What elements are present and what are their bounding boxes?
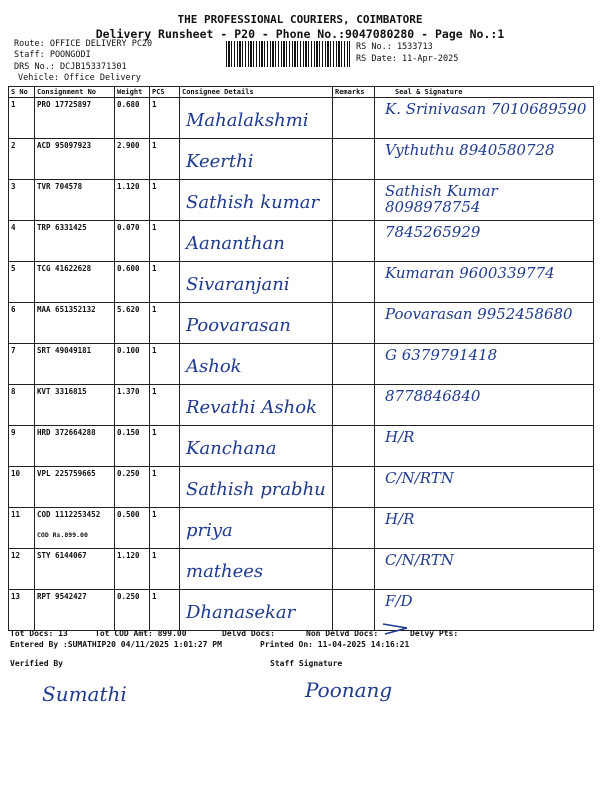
consignee-cell bbox=[180, 590, 333, 631]
seal-signature-cell bbox=[375, 180, 594, 221]
table-row bbox=[9, 467, 594, 508]
consignment-number-text: TCG 41622628 bbox=[37, 264, 92, 273]
non-delivered-docs: Non Delvd Docs: bbox=[306, 629, 379, 638]
pieces-count: 1 bbox=[150, 385, 180, 426]
consignee-cell bbox=[180, 508, 333, 549]
weight-value: 0.250 bbox=[115, 467, 150, 508]
seal-signature-text: Vythuthu 8940580728 bbox=[385, 141, 555, 159]
consignee-name: Mahalakshmi bbox=[186, 110, 309, 131]
remarks-cell bbox=[333, 549, 375, 590]
checkmark-scribble-icon bbox=[381, 622, 411, 636]
company-title: THE PROFESSIONAL COURIERS, COIMBATORE bbox=[177, 13, 423, 26]
seal-signature-cell bbox=[375, 98, 594, 139]
seal-signature-text: F/D bbox=[385, 592, 413, 610]
serial-number: 2 bbox=[9, 139, 35, 180]
seal-signature-text: K. Srinivasan 7010689590 bbox=[385, 100, 587, 118]
consignee-name: Revathi Ashok bbox=[186, 397, 317, 418]
consignment-number bbox=[35, 180, 115, 221]
consignee-cell bbox=[180, 262, 333, 303]
remarks-cell bbox=[333, 221, 375, 262]
serial-number: 3 bbox=[9, 180, 35, 221]
table-row bbox=[9, 98, 594, 139]
delivered-docs: Delvd Docs: bbox=[222, 629, 275, 638]
consignment-number bbox=[35, 426, 115, 467]
consignee-cell bbox=[180, 180, 333, 221]
seal-signature-text: H/R bbox=[385, 428, 415, 446]
barcode-image bbox=[226, 41, 350, 67]
consignee-cell bbox=[180, 385, 333, 426]
serial-number: 8 bbox=[9, 385, 35, 426]
consignee-name: Ashok bbox=[186, 356, 242, 377]
seal-signature-cell bbox=[375, 385, 594, 426]
consignee-cell bbox=[180, 303, 333, 344]
consignment-number bbox=[35, 467, 115, 508]
remarks-cell bbox=[333, 98, 375, 139]
table-row bbox=[9, 139, 594, 180]
pieces-count: 1 bbox=[150, 590, 180, 631]
staff-label: Staff: POONGODI bbox=[14, 50, 91, 60]
consignee-cell bbox=[180, 98, 333, 139]
col-header: Seal & Signature bbox=[375, 87, 594, 98]
seal-signature-text: C/N/RTN bbox=[385, 551, 454, 569]
col-header: Consignment No bbox=[35, 87, 115, 98]
remarks-cell bbox=[333, 344, 375, 385]
consignment-number bbox=[35, 303, 115, 344]
consignment-number bbox=[35, 221, 115, 262]
consignment-number bbox=[35, 385, 115, 426]
consignment-number-text: RPT 9542427 bbox=[37, 592, 87, 601]
pieces-count: 1 bbox=[150, 344, 180, 385]
consignment-number-text: STY 6144067 bbox=[37, 551, 87, 560]
table-row bbox=[9, 303, 594, 344]
consignee-name: Sivaranjani bbox=[186, 274, 290, 295]
consignment-number bbox=[35, 139, 115, 180]
seal-signature-cell bbox=[375, 221, 594, 262]
col-header: Remarks bbox=[333, 87, 375, 98]
consignee-cell bbox=[180, 344, 333, 385]
verified-by-label: Verified By bbox=[10, 659, 63, 668]
pieces-count: 1 bbox=[150, 303, 180, 344]
rs-date: RS Date: 11-Apr-2025 bbox=[356, 54, 459, 64]
consignment-number bbox=[35, 262, 115, 303]
consignee-name: Aananthan bbox=[186, 233, 285, 254]
weight-value: 5.620 bbox=[115, 303, 150, 344]
weight-value: 0.500 bbox=[115, 508, 150, 549]
serial-number: 4 bbox=[9, 221, 35, 262]
seal-signature-text: 8778846840 bbox=[385, 387, 481, 405]
remarks-cell bbox=[333, 590, 375, 631]
seal-signature-text: G 6379791418 bbox=[385, 346, 498, 364]
remarks-cell bbox=[333, 139, 375, 180]
seal-signature-cell bbox=[375, 426, 594, 467]
consignee-name: Sathish prabhu bbox=[186, 479, 326, 500]
seal-signature-cell bbox=[375, 344, 594, 385]
consignment-number bbox=[35, 344, 115, 385]
consignment-number-text: MAA 651352132 bbox=[37, 305, 96, 314]
serial-number: 13 bbox=[9, 590, 35, 631]
drs-label: DRS No.: DCJB153371301 bbox=[14, 62, 127, 72]
seal-signature-text: Poovarasan 9952458680 bbox=[385, 305, 573, 323]
consignment-number-text: ACD 95097923 bbox=[37, 141, 92, 150]
table-header-row bbox=[9, 87, 594, 98]
col-header: Consignee Details bbox=[180, 87, 333, 98]
seal-signature-cell bbox=[375, 139, 594, 180]
consignee-name: Keerthi bbox=[186, 151, 254, 172]
consignee-name: Kanchana bbox=[186, 438, 277, 459]
consignment-number bbox=[35, 549, 115, 590]
seal-signature-cell bbox=[375, 467, 594, 508]
col-header: Weight bbox=[115, 87, 150, 98]
remarks-cell bbox=[333, 467, 375, 508]
col-header: PCS bbox=[150, 87, 180, 98]
consignment-number-text: SRT 49049181 bbox=[37, 346, 92, 355]
seal-signature-cell bbox=[375, 549, 594, 590]
tot-cod-amt: Tot COD Amt: 899.00 bbox=[95, 629, 187, 638]
consignment-number bbox=[35, 590, 115, 631]
remarks-cell bbox=[333, 385, 375, 426]
seal-signature-text: H/R bbox=[385, 510, 415, 528]
weight-value: 0.600 bbox=[115, 262, 150, 303]
weight-value: 0.100 bbox=[115, 344, 150, 385]
consignment-number-text: HRD 372664288 bbox=[37, 428, 96, 437]
seal-signature-cell bbox=[375, 508, 594, 549]
vehicle-label: Vehicle: Office Delivery bbox=[18, 73, 141, 83]
consignee-name: Dhanasekar bbox=[186, 602, 296, 623]
seal-signature-cell bbox=[375, 262, 594, 303]
consignee-cell bbox=[180, 221, 333, 262]
pieces-count: 1 bbox=[150, 549, 180, 590]
table-row bbox=[9, 590, 594, 631]
pieces-count: 1 bbox=[150, 508, 180, 549]
remarks-cell bbox=[333, 180, 375, 221]
runsheet-subtitle: Delivery Runsheet - P20 - Phone No.:9047080280 - Page No.:1 bbox=[95, 27, 505, 41]
remarks-cell bbox=[333, 303, 375, 344]
weight-value: 0.680 bbox=[115, 98, 150, 139]
consignment-number-text: KVT 3316815 bbox=[37, 387, 87, 396]
weight-value: 0.250 bbox=[115, 590, 150, 631]
consignee-cell bbox=[180, 549, 333, 590]
weight-value: 0.150 bbox=[115, 426, 150, 467]
staff-signature-label: Staff Signature bbox=[270, 659, 343, 668]
consignment-number-text: TRP 6331425 bbox=[37, 223, 87, 232]
seal-signature-text: Kumaran 9600339774 bbox=[385, 264, 555, 282]
table-row bbox=[9, 549, 594, 590]
pieces-count: 1 bbox=[150, 262, 180, 303]
route-label: Route: OFFICE DELIVERY PC20 bbox=[14, 39, 153, 49]
seal-signature-text: C/N/RTN bbox=[385, 469, 454, 487]
consignment-number-text: VPL 225759665 bbox=[37, 469, 96, 478]
seal-signature-cell bbox=[375, 303, 594, 344]
consignment-number-text: PRO 17725897 bbox=[37, 100, 92, 109]
weight-value: 0.070 bbox=[115, 221, 150, 262]
entered-by: Entered By :SUMATHIP20 04/11/2025 1:01:27 PM bbox=[10, 640, 222, 649]
consignment-number-text: COD 1112253452 bbox=[37, 510, 101, 519]
table-row bbox=[9, 262, 594, 303]
serial-number: 11 bbox=[9, 508, 35, 549]
rs-number: RS No.: 1533713 bbox=[356, 42, 433, 52]
table-row bbox=[9, 426, 594, 467]
pieces-count: 1 bbox=[150, 221, 180, 262]
remarks-cell bbox=[333, 262, 375, 303]
staff-signature: Poonang bbox=[305, 678, 393, 702]
weight-value: 1.120 bbox=[115, 180, 150, 221]
weight-value: 1.370 bbox=[115, 385, 150, 426]
table-row bbox=[9, 221, 594, 262]
serial-number: 1 bbox=[9, 98, 35, 139]
table-row bbox=[9, 180, 594, 221]
seal-signature-text: 7845265929 bbox=[385, 223, 481, 241]
serial-number: 7 bbox=[9, 344, 35, 385]
pieces-count: 1 bbox=[150, 180, 180, 221]
printed-on: Printed On: 11-04-2025 14:16:21 bbox=[260, 640, 410, 649]
remarks-cell bbox=[333, 508, 375, 549]
cod-note: COD Rs.899.00 bbox=[37, 531, 88, 539]
consignment-number bbox=[35, 508, 115, 549]
tot-docs: Tot Docs: 13 bbox=[10, 629, 68, 638]
serial-number: 12 bbox=[9, 549, 35, 590]
consignee-name: Sathish kumar bbox=[186, 192, 320, 213]
seal-signature-text: Sathish Kumar 8098978754 bbox=[385, 182, 498, 216]
pieces-count: 1 bbox=[150, 139, 180, 180]
consignee-cell bbox=[180, 139, 333, 180]
col-header: S No bbox=[9, 87, 35, 98]
serial-number: 9 bbox=[9, 426, 35, 467]
consignee-cell bbox=[180, 426, 333, 467]
runsheet-table bbox=[8, 86, 594, 631]
consignment-number-text: TVR 704578 bbox=[37, 182, 83, 191]
table-row bbox=[9, 508, 594, 549]
consignee-name: priya bbox=[186, 520, 233, 541]
consignee-name: Poovarasan bbox=[186, 315, 291, 336]
table-row bbox=[9, 344, 594, 385]
consignment-number bbox=[35, 98, 115, 139]
pieces-count: 1 bbox=[150, 98, 180, 139]
remarks-cell bbox=[333, 426, 375, 467]
weight-value: 1.120 bbox=[115, 549, 150, 590]
serial-number: 6 bbox=[9, 303, 35, 344]
delivery-points: Delvy Pts: bbox=[410, 629, 459, 638]
serial-number: 5 bbox=[9, 262, 35, 303]
consignee-cell bbox=[180, 467, 333, 508]
pieces-count: 1 bbox=[150, 426, 180, 467]
consignee-name: mathees bbox=[186, 561, 264, 582]
table-row bbox=[9, 385, 594, 426]
serial-number: 10 bbox=[9, 467, 35, 508]
table-body bbox=[9, 98, 594, 631]
verified-signature: Sumathi bbox=[42, 682, 127, 706]
weight-value: 2.900 bbox=[115, 139, 150, 180]
pieces-count: 1 bbox=[150, 467, 180, 508]
